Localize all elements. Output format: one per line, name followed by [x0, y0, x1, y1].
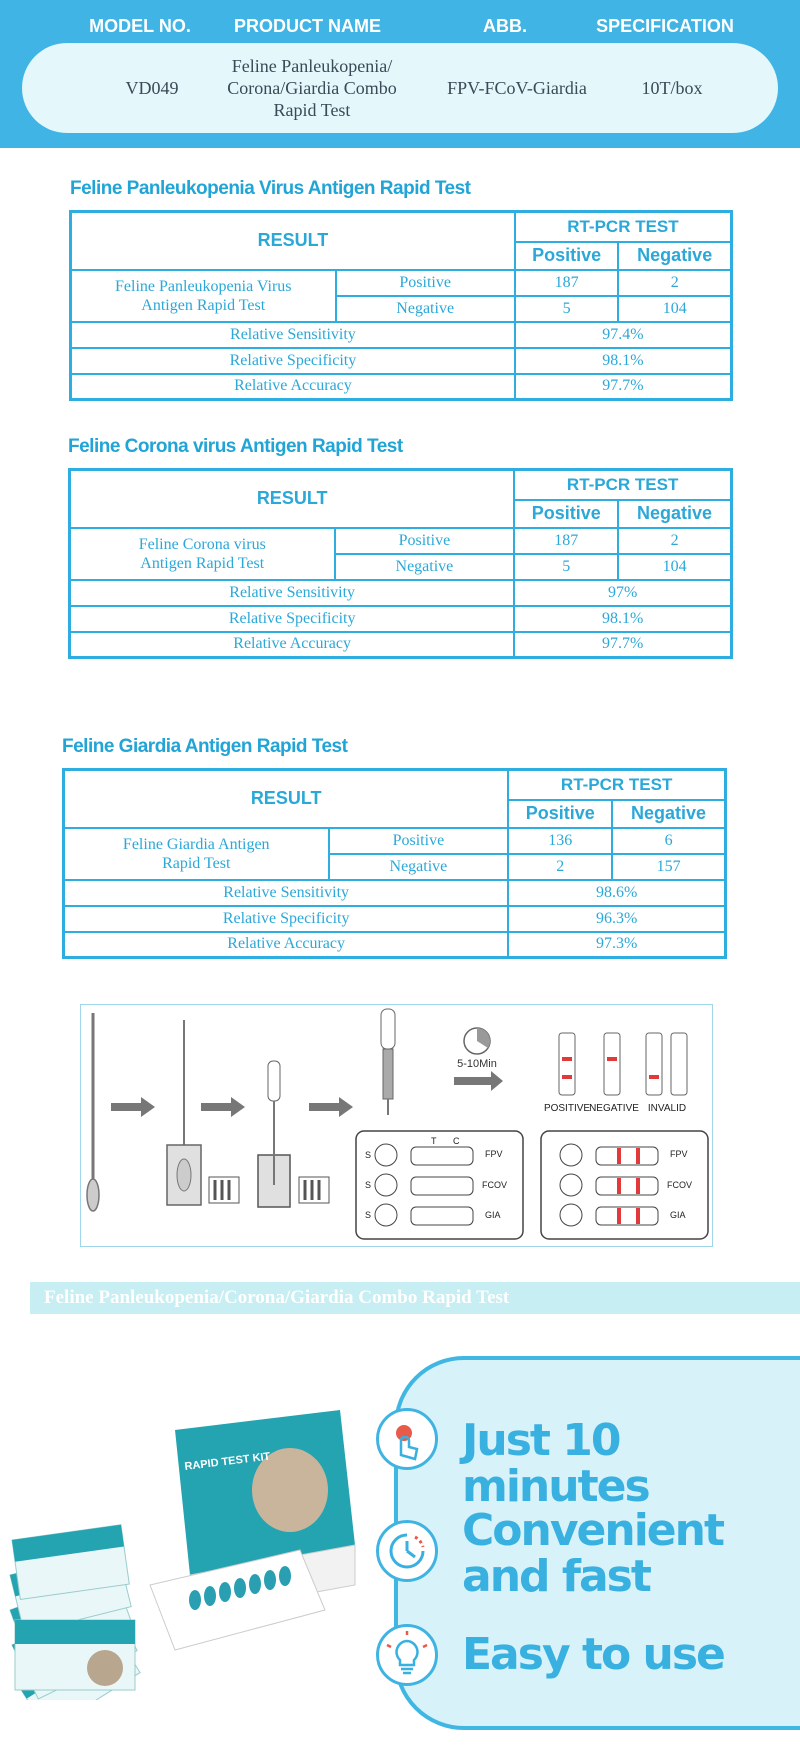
feature-easy: Easy to use: [462, 1629, 724, 1680]
result-strips-icon: [559, 1033, 687, 1095]
cell-np: 2: [508, 854, 612, 880]
feature-speed: Just 10 minutes: [462, 1415, 649, 1512]
product-header: [0, 0, 800, 148]
clock-icon: [376, 1520, 438, 1582]
result-header: RESULT: [70, 470, 515, 528]
test-pouches-icon: [10, 1525, 140, 1700]
feature-convenient: Convenient and fast: [462, 1505, 723, 1602]
rtpcr-header: RT-PCR TEST: [508, 770, 725, 800]
timer-icon: [464, 1028, 490, 1054]
lightbulb-icon: [376, 1624, 438, 1686]
row-negative: Negative: [336, 296, 515, 322]
sensitivity-value: 97.4%: [515, 322, 732, 348]
accuracy-label: Relative Accuracy: [71, 374, 515, 400]
cell-np: 5: [515, 296, 619, 322]
negative-label: NEGATIVE: [589, 1103, 639, 1114]
test-name: Feline Panleukopenia Virus Antigen Rapid Test: [71, 270, 336, 322]
col-model: MODEL NO.: [89, 16, 191, 36]
svg-text:FCOV: FCOV: [667, 1180, 693, 1190]
specificity-label: Relative Specificity: [64, 906, 509, 932]
results-table-fcov: [68, 468, 733, 659]
sensitivity-label: Relative Sensitivity: [70, 580, 515, 606]
rtpcr-header: RT-PCR TEST: [515, 212, 732, 242]
arrow-icon: [111, 1071, 503, 1117]
specificity-value: 98.1%: [514, 606, 731, 632]
negative-header: Negative: [618, 242, 731, 270]
sensitivity-label: Relative Sensitivity: [71, 322, 515, 348]
table3-title: Feline Giardia Antigen Rapid Test: [62, 736, 348, 757]
cell-nn: 157: [612, 854, 725, 880]
accuracy-value: 97.3%: [508, 932, 725, 958]
col-product: PRODUCT NAME: [234, 16, 381, 36]
row-positive: Positive: [329, 828, 509, 854]
cell-nn: 104: [618, 296, 731, 322]
cell-nn: 104: [618, 554, 731, 580]
svg-text:GIA: GIA: [670, 1210, 686, 1220]
cell-pp: 187: [515, 270, 619, 296]
accuracy-label: Relative Accuracy: [70, 632, 515, 658]
invalid-label: INVALID: [647, 1103, 687, 1114]
cell-pn: 6: [612, 828, 725, 854]
time-label: 5-10Min: [457, 1058, 497, 1070]
row-positive: Positive: [336, 270, 515, 296]
specificity-value: 96.3%: [508, 906, 725, 932]
accuracy-value: 97.7%: [515, 374, 732, 400]
tube-with-dropper-icon: [258, 1061, 329, 1207]
table2-title: Feline Corona virus Antigen Rapid Test: [68, 436, 403, 457]
positive-header: Positive: [508, 800, 612, 828]
kit-box-icon: [150, 1410, 355, 1650]
svg-text:GIA: GIA: [485, 1210, 501, 1220]
positive-header: Positive: [515, 242, 619, 270]
svg-text:T: T: [431, 1136, 437, 1146]
touch-icon: [376, 1408, 438, 1470]
negative-header: Negative: [612, 800, 725, 828]
model-value: VD049: [125, 78, 179, 98]
cell-np: 5: [514, 554, 618, 580]
result-header: RESULT: [71, 212, 515, 270]
cell-pn: 2: [618, 528, 731, 554]
procedure-diagram: [80, 1004, 713, 1247]
col-spec: SPECIFICATION: [596, 16, 734, 36]
abb-value: FPV-FCoV-Giardia: [447, 78, 587, 98]
row-positive: Positive: [335, 528, 515, 554]
svg-text:FCOV: FCOV: [482, 1180, 508, 1190]
row-negative: Negative: [329, 854, 509, 880]
svg-text:C: C: [453, 1136, 460, 1146]
sensitivity-label: Relative Sensitivity: [64, 880, 509, 906]
swab-icon: [87, 1013, 99, 1211]
svg-text:S: S: [365, 1210, 372, 1220]
negative-header: Negative: [618, 500, 731, 528]
product-banner: Feline Panleukopenia/Corona/Giardia Combo Rapid Test: [30, 1282, 800, 1314]
svg-text:S: S: [365, 1180, 372, 1190]
cell-pp: 187: [514, 528, 618, 554]
specificity-label: Relative Specificity: [70, 606, 515, 632]
test-name: Feline Giardia Antigen Rapid Test: [64, 828, 329, 880]
procedure-illustration: [81, 1005, 714, 1248]
results-table-giardia: [62, 768, 727, 959]
positive-header: Positive: [514, 500, 618, 528]
dropper-icon: [381, 1009, 395, 1115]
svg-text:FPV: FPV: [670, 1149, 688, 1159]
col-abb: ABB.: [483, 16, 527, 36]
positive-label: POSITIVE: [543, 1103, 591, 1114]
svg-text:FPV: FPV: [485, 1149, 503, 1159]
test-name: Feline Corona virus Antigen Rapid Test: [70, 528, 335, 580]
product-name-value: Feline Panleukopenia/ Corona/Giardia Combo Rapid Test: [227, 56, 397, 120]
cell-pn: 2: [618, 270, 731, 296]
rtpcr-header: RT-PCR TEST: [514, 470, 731, 500]
row-negative: Negative: [335, 554, 515, 580]
sensitivity-value: 98.6%: [508, 880, 725, 906]
kit-label: RAPID TEST KIT: [183, 1450, 271, 1473]
results-table-fpv: [69, 210, 733, 401]
cell-pp: 136: [508, 828, 612, 854]
table1-title: Feline Panleukopenia Virus Antigen Rapid Test: [70, 178, 471, 199]
accuracy-label: Relative Accuracy: [64, 932, 509, 958]
specificity-label: Relative Specificity: [71, 348, 515, 374]
result-header: RESULT: [64, 770, 509, 828]
specificity-value: 98.1%: [515, 348, 732, 374]
product-info-pill: [22, 43, 778, 133]
svg-text:S: S: [365, 1150, 372, 1160]
accuracy-value: 97.7%: [514, 632, 731, 658]
spec-value: 10T/box: [641, 78, 703, 98]
tube-with-swab-icon: [167, 1020, 239, 1205]
sensitivity-value: 97%: [514, 580, 731, 606]
rapid-test-kit-image: [0, 1410, 360, 1700]
